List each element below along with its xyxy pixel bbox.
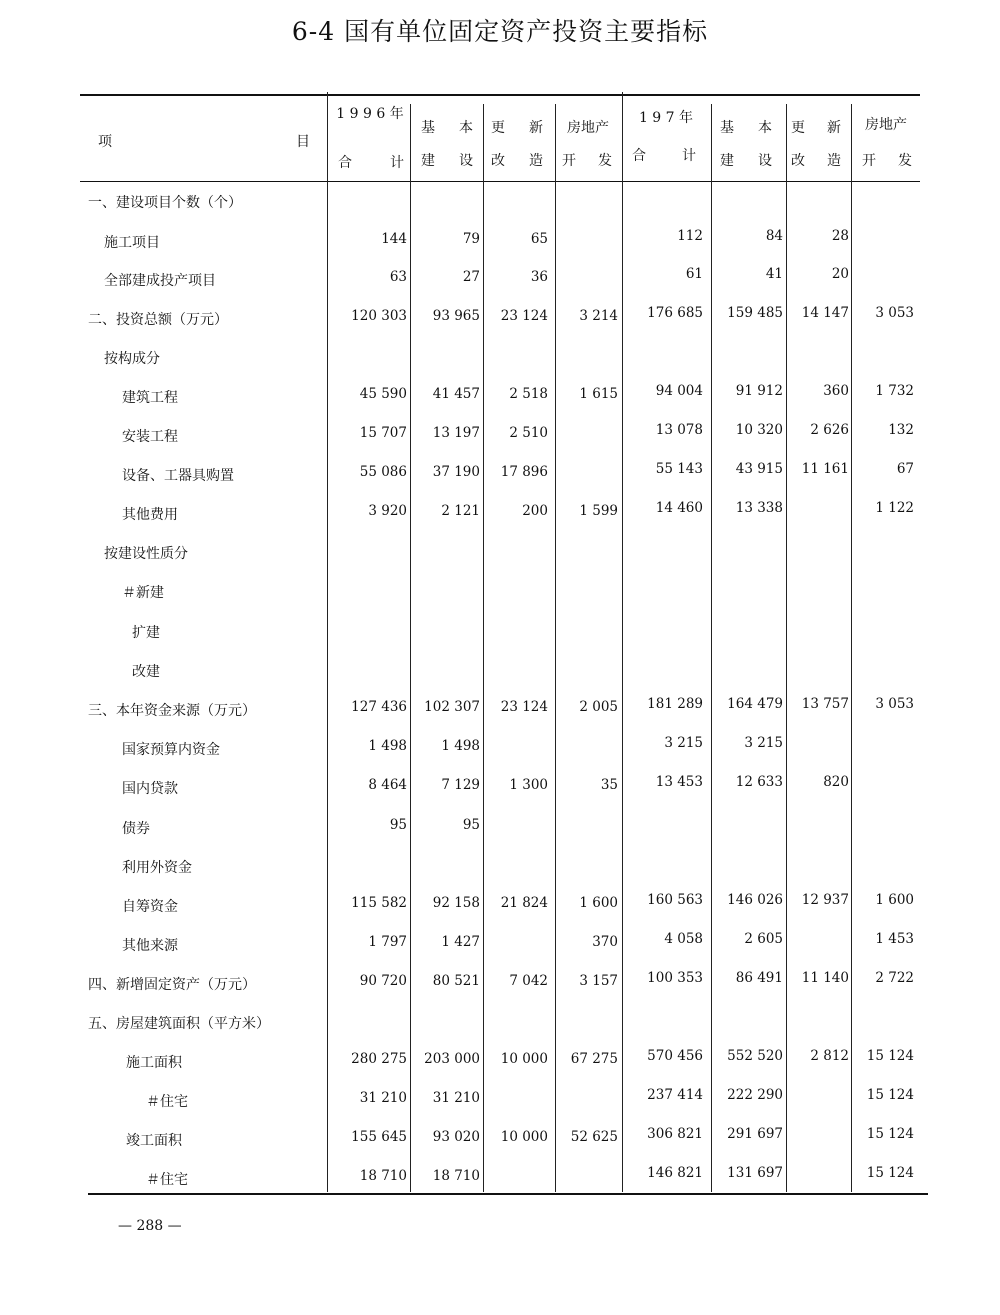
header-1996-jiben-2-char: 建 bbox=[421, 153, 435, 169]
table-cell: 15 124 bbox=[866, 1126, 914, 1142]
table-cell: 127 436 bbox=[351, 699, 407, 715]
table-cell: 1 427 bbox=[441, 934, 480, 950]
table-cell: 1 498 bbox=[441, 738, 480, 754]
header-1996-total-char: 计 bbox=[390, 155, 404, 171]
table-cell: 7 129 bbox=[441, 777, 480, 793]
page-number: — 288 — bbox=[118, 1218, 182, 1234]
table-cell: 2 005 bbox=[579, 699, 618, 715]
table-cell: 86 491 bbox=[735, 970, 783, 986]
header-item-end: 目 bbox=[296, 134, 310, 150]
header-1996-gengxin-2-char: 造 bbox=[529, 153, 543, 169]
table-cell: 3 215 bbox=[664, 735, 703, 751]
table-cell: 7 042 bbox=[509, 973, 548, 989]
table-cell: 2 722 bbox=[875, 970, 914, 986]
table-cell: 67 275 bbox=[570, 1051, 618, 1067]
table-cell: 570 456 bbox=[647, 1048, 703, 1064]
table-cell: 91 912 bbox=[735, 383, 783, 399]
table-cell: 131 697 bbox=[727, 1165, 783, 1181]
table-cell: 84 bbox=[765, 228, 783, 244]
column-rule bbox=[410, 104, 411, 1192]
header-1997-gengxin-2-char: 造 bbox=[827, 153, 841, 169]
table-cell: 13 197 bbox=[432, 425, 480, 441]
header-1996-gengxin-1-char: 新 bbox=[529, 120, 543, 136]
table-cell: 160 563 bbox=[647, 892, 703, 908]
table-cell: 28 bbox=[831, 228, 849, 244]
table-cell: 80 521 bbox=[432, 973, 480, 989]
table-cell: 27 bbox=[462, 269, 480, 285]
table-cell: 115 582 bbox=[351, 895, 407, 911]
table-cell: 203 000 bbox=[424, 1051, 480, 1067]
header-1996-total bbox=[338, 152, 404, 172]
row-label: 五、房屋建筑面积（平方米） bbox=[88, 1016, 270, 1032]
row-label: 安装工程 bbox=[122, 429, 178, 445]
table-cell: 15 124 bbox=[866, 1048, 914, 1064]
table-cell: 93 965 bbox=[432, 308, 480, 324]
header-1996-jiben-1-char: 基 bbox=[421, 120, 435, 136]
table-cell: 55 086 bbox=[359, 464, 407, 480]
table-cell: 10 000 bbox=[500, 1051, 548, 1067]
header-1997-jiben-2-char: 设 bbox=[758, 153, 772, 169]
table-cell: 23 124 bbox=[500, 699, 548, 715]
table-cell: 1 599 bbox=[579, 503, 618, 519]
table-cell: 15 124 bbox=[866, 1165, 914, 1181]
table-cell: 55 143 bbox=[655, 461, 703, 477]
column-rule bbox=[622, 92, 623, 1192]
table-bottom-rule bbox=[88, 1193, 928, 1195]
table-cell: 12 633 bbox=[735, 774, 783, 790]
table-cell: 3 215 bbox=[744, 735, 783, 751]
header-1996-fangdichan: 房地产 bbox=[567, 120, 609, 136]
header-1996-gengxin-2-char: 改 bbox=[491, 153, 505, 169]
table-cell: 15 124 bbox=[866, 1087, 914, 1103]
table-cell: 176 685 bbox=[647, 305, 703, 321]
row-label: 四、新增固定资产（万元） bbox=[88, 977, 256, 993]
table-cell: 45 590 bbox=[359, 386, 407, 402]
table-cell: 3 053 bbox=[875, 696, 914, 712]
table-cell: 17 896 bbox=[500, 464, 548, 480]
table-cell: 61 bbox=[685, 266, 703, 282]
table-cell: 144 bbox=[381, 231, 407, 247]
table-cell: 2 510 bbox=[509, 425, 548, 441]
header-1997-year: 1 9 7 年 bbox=[638, 110, 694, 126]
table-cell: 132 bbox=[888, 422, 914, 438]
row-label: 设备、工器具购置 bbox=[122, 468, 234, 484]
table-cell: 18 710 bbox=[432, 1168, 480, 1184]
table-cell: 10 320 bbox=[735, 422, 783, 438]
row-label: ＃新建 bbox=[122, 585, 164, 601]
header-1997-gengxin-1 bbox=[791, 117, 841, 137]
table-cell: 37 190 bbox=[432, 464, 480, 480]
header-1996-jiben-1-char: 本 bbox=[459, 120, 473, 136]
table-cell: 222 290 bbox=[727, 1087, 783, 1103]
table-cell: 12 937 bbox=[801, 892, 849, 908]
header-item-label bbox=[98, 131, 310, 151]
table-cell: 1 498 bbox=[368, 738, 407, 754]
table-cell: 79 bbox=[462, 231, 480, 247]
header-1997-jiben-2 bbox=[720, 150, 772, 170]
header-1997-gengxin-1-char: 更 bbox=[791, 120, 805, 136]
table-cell: 36 bbox=[530, 269, 548, 285]
table-cell: 95 bbox=[462, 817, 480, 833]
table-cell: 3 157 bbox=[579, 973, 618, 989]
table-cell: 90 720 bbox=[359, 973, 407, 989]
table-cell: 200 bbox=[522, 503, 548, 519]
table-cell: 1 615 bbox=[579, 386, 618, 402]
row-label: 按建设性质分 bbox=[104, 546, 188, 562]
row-label: 其他来源 bbox=[122, 938, 178, 954]
header-1997-fangdichan: 房地产 bbox=[865, 117, 907, 133]
table-cell: 10 000 bbox=[500, 1129, 548, 1145]
table-cell: 159 485 bbox=[727, 305, 783, 321]
column-rule bbox=[851, 104, 852, 1192]
table-cell: 93 020 bbox=[432, 1129, 480, 1145]
table-top-rule bbox=[80, 94, 920, 96]
table-cell: 100 353 bbox=[647, 970, 703, 986]
table-cell: 92 158 bbox=[432, 895, 480, 911]
table-cell: 13 338 bbox=[735, 500, 783, 516]
table-cell: 291 697 bbox=[727, 1126, 783, 1142]
table-cell: 23 124 bbox=[500, 308, 548, 324]
row-label: 按构成分 bbox=[104, 351, 160, 367]
header-1997-total-char: 合 bbox=[632, 148, 646, 164]
table-cell: 13 453 bbox=[655, 774, 703, 790]
table-cell: 120 303 bbox=[351, 308, 407, 324]
header-item-start: 项 bbox=[98, 134, 112, 150]
table-cell: 15 707 bbox=[359, 425, 407, 441]
table-cell: 41 bbox=[765, 266, 783, 282]
row-label: 改建 bbox=[132, 664, 160, 680]
table-cell: 146 026 bbox=[727, 892, 783, 908]
header-1997-kaifa bbox=[862, 150, 912, 170]
table-cell: 94 004 bbox=[655, 383, 703, 399]
table-cell: 280 275 bbox=[351, 1051, 407, 1067]
row-label: 竣工面积 bbox=[126, 1133, 182, 1149]
table-cell: 41 457 bbox=[432, 386, 480, 402]
table-cell: 112 bbox=[677, 228, 703, 244]
header-1996-gengxin-1-char: 更 bbox=[491, 120, 505, 136]
header-1997-kaifa-char: 发 bbox=[898, 153, 912, 169]
row-label: 全部建成投产项目 bbox=[104, 273, 216, 289]
table-cell: 102 307 bbox=[424, 699, 480, 715]
table-cell: 237 414 bbox=[647, 1087, 703, 1103]
header-1996-kaifa-char: 开 bbox=[562, 153, 576, 169]
header-1996-gengxin-2 bbox=[491, 150, 543, 170]
column-rule bbox=[483, 104, 484, 1192]
header-1997-total-char: 计 bbox=[682, 148, 696, 164]
header-1997-jiben-1-char: 本 bbox=[758, 120, 772, 136]
table-cell: 35 bbox=[600, 777, 618, 793]
table-cell: 43 915 bbox=[735, 461, 783, 477]
table-cell: 4 058 bbox=[664, 931, 703, 947]
row-label: 利用外资金 bbox=[122, 860, 192, 876]
table-cell: 155 645 bbox=[351, 1129, 407, 1145]
table-cell: 21 824 bbox=[500, 895, 548, 911]
header-1996-year: 1 9 9 6 年 bbox=[336, 106, 404, 122]
table-cell: 164 479 bbox=[727, 696, 783, 712]
row-label: 国内贷款 bbox=[122, 781, 178, 797]
table-cell: 14 460 bbox=[655, 500, 703, 516]
row-label: 扩建 bbox=[132, 625, 160, 641]
table-cell: 3 214 bbox=[579, 308, 618, 324]
table-cell: 8 464 bbox=[368, 777, 407, 793]
header-1996-kaifa bbox=[562, 150, 612, 170]
table-cell: 1 600 bbox=[875, 892, 914, 908]
header-1996-total-char: 合 bbox=[338, 155, 352, 171]
row-label: ＃住宅 bbox=[146, 1094, 188, 1110]
table-cell: 2 626 bbox=[810, 422, 849, 438]
table-cell: 11 140 bbox=[801, 970, 849, 986]
header-bottom-rule bbox=[80, 181, 920, 182]
table-cell: 1 300 bbox=[509, 777, 548, 793]
table-cell: 552 520 bbox=[727, 1048, 783, 1064]
header-1996-jiben-2 bbox=[421, 150, 473, 170]
table-cell: 18 710 bbox=[359, 1168, 407, 1184]
header-1996-gengxin-1 bbox=[491, 117, 543, 137]
page-title: 6-4 国有单位固定资产投资主要指标 bbox=[291, 17, 709, 46]
header-1997-jiben-2-char: 建 bbox=[720, 153, 734, 169]
row-label: ＃住宅 bbox=[146, 1172, 188, 1188]
column-rule bbox=[327, 92, 328, 1192]
row-label: 建筑工程 bbox=[122, 390, 178, 406]
table-cell: 67 bbox=[896, 461, 914, 477]
header-1997-gengxin-1-char: 新 bbox=[827, 120, 841, 136]
table-cell: 1 600 bbox=[579, 895, 618, 911]
row-label: 国家预算内资金 bbox=[122, 742, 220, 758]
header-1997-gengxin-2 bbox=[791, 150, 841, 170]
header-1996-jiben-1 bbox=[421, 117, 473, 137]
table-cell: 1 797 bbox=[368, 934, 407, 950]
row-label: 一、建设项目个数（个） bbox=[88, 195, 242, 211]
table-cell: 360 bbox=[823, 383, 849, 399]
row-label: 自筹资金 bbox=[122, 899, 178, 915]
table-cell: 1 453 bbox=[875, 931, 914, 947]
column-rule bbox=[555, 104, 556, 1192]
table-cell: 2 812 bbox=[810, 1048, 849, 1064]
row-label: 施工项目 bbox=[104, 235, 160, 251]
table-cell: 13 078 bbox=[655, 422, 703, 438]
table-cell: 31 210 bbox=[359, 1090, 407, 1106]
table-cell: 181 289 bbox=[647, 696, 703, 712]
table-cell: 14 147 bbox=[801, 305, 849, 321]
table-cell: 3 920 bbox=[368, 503, 407, 519]
table-cell: 2 518 bbox=[509, 386, 548, 402]
table-cell: 95 bbox=[389, 817, 407, 833]
table-cell: 1 732 bbox=[875, 383, 914, 399]
header-1996-jiben-2-char: 设 bbox=[459, 153, 473, 169]
table-cell: 31 210 bbox=[432, 1090, 480, 1106]
header-1997-gengxin-2-char: 改 bbox=[791, 153, 805, 169]
header-1996-kaifa-char: 发 bbox=[598, 153, 612, 169]
header-1997-jiben-1-char: 基 bbox=[720, 120, 734, 136]
row-label: 其他费用 bbox=[122, 507, 178, 523]
table-cell: 11 161 bbox=[801, 461, 849, 477]
table-cell: 1 122 bbox=[875, 500, 914, 516]
row-label: 二、投资总额（万元） bbox=[88, 312, 228, 328]
table-cell: 370 bbox=[592, 934, 618, 950]
table-cell: 52 625 bbox=[570, 1129, 618, 1145]
header-1997-total bbox=[632, 145, 696, 165]
table-cell: 2 121 bbox=[441, 503, 480, 519]
table-cell: 20 bbox=[831, 266, 849, 282]
table-cell: 65 bbox=[530, 231, 548, 247]
row-label: 三、本年资金来源（万元） bbox=[88, 703, 256, 719]
header-1997-kaifa-char: 开 bbox=[862, 153, 876, 169]
row-label: 债券 bbox=[122, 821, 150, 837]
table-cell: 306 821 bbox=[647, 1126, 703, 1142]
header-1997-jiben-1 bbox=[720, 117, 772, 137]
table-cell: 63 bbox=[389, 269, 407, 285]
table-cell: 820 bbox=[823, 774, 849, 790]
row-label: 施工面积 bbox=[126, 1055, 182, 1071]
table-cell: 2 605 bbox=[744, 931, 783, 947]
table-cell: 13 757 bbox=[801, 696, 849, 712]
table-cell: 146 821 bbox=[647, 1165, 703, 1181]
table-cell: 3 053 bbox=[875, 305, 914, 321]
